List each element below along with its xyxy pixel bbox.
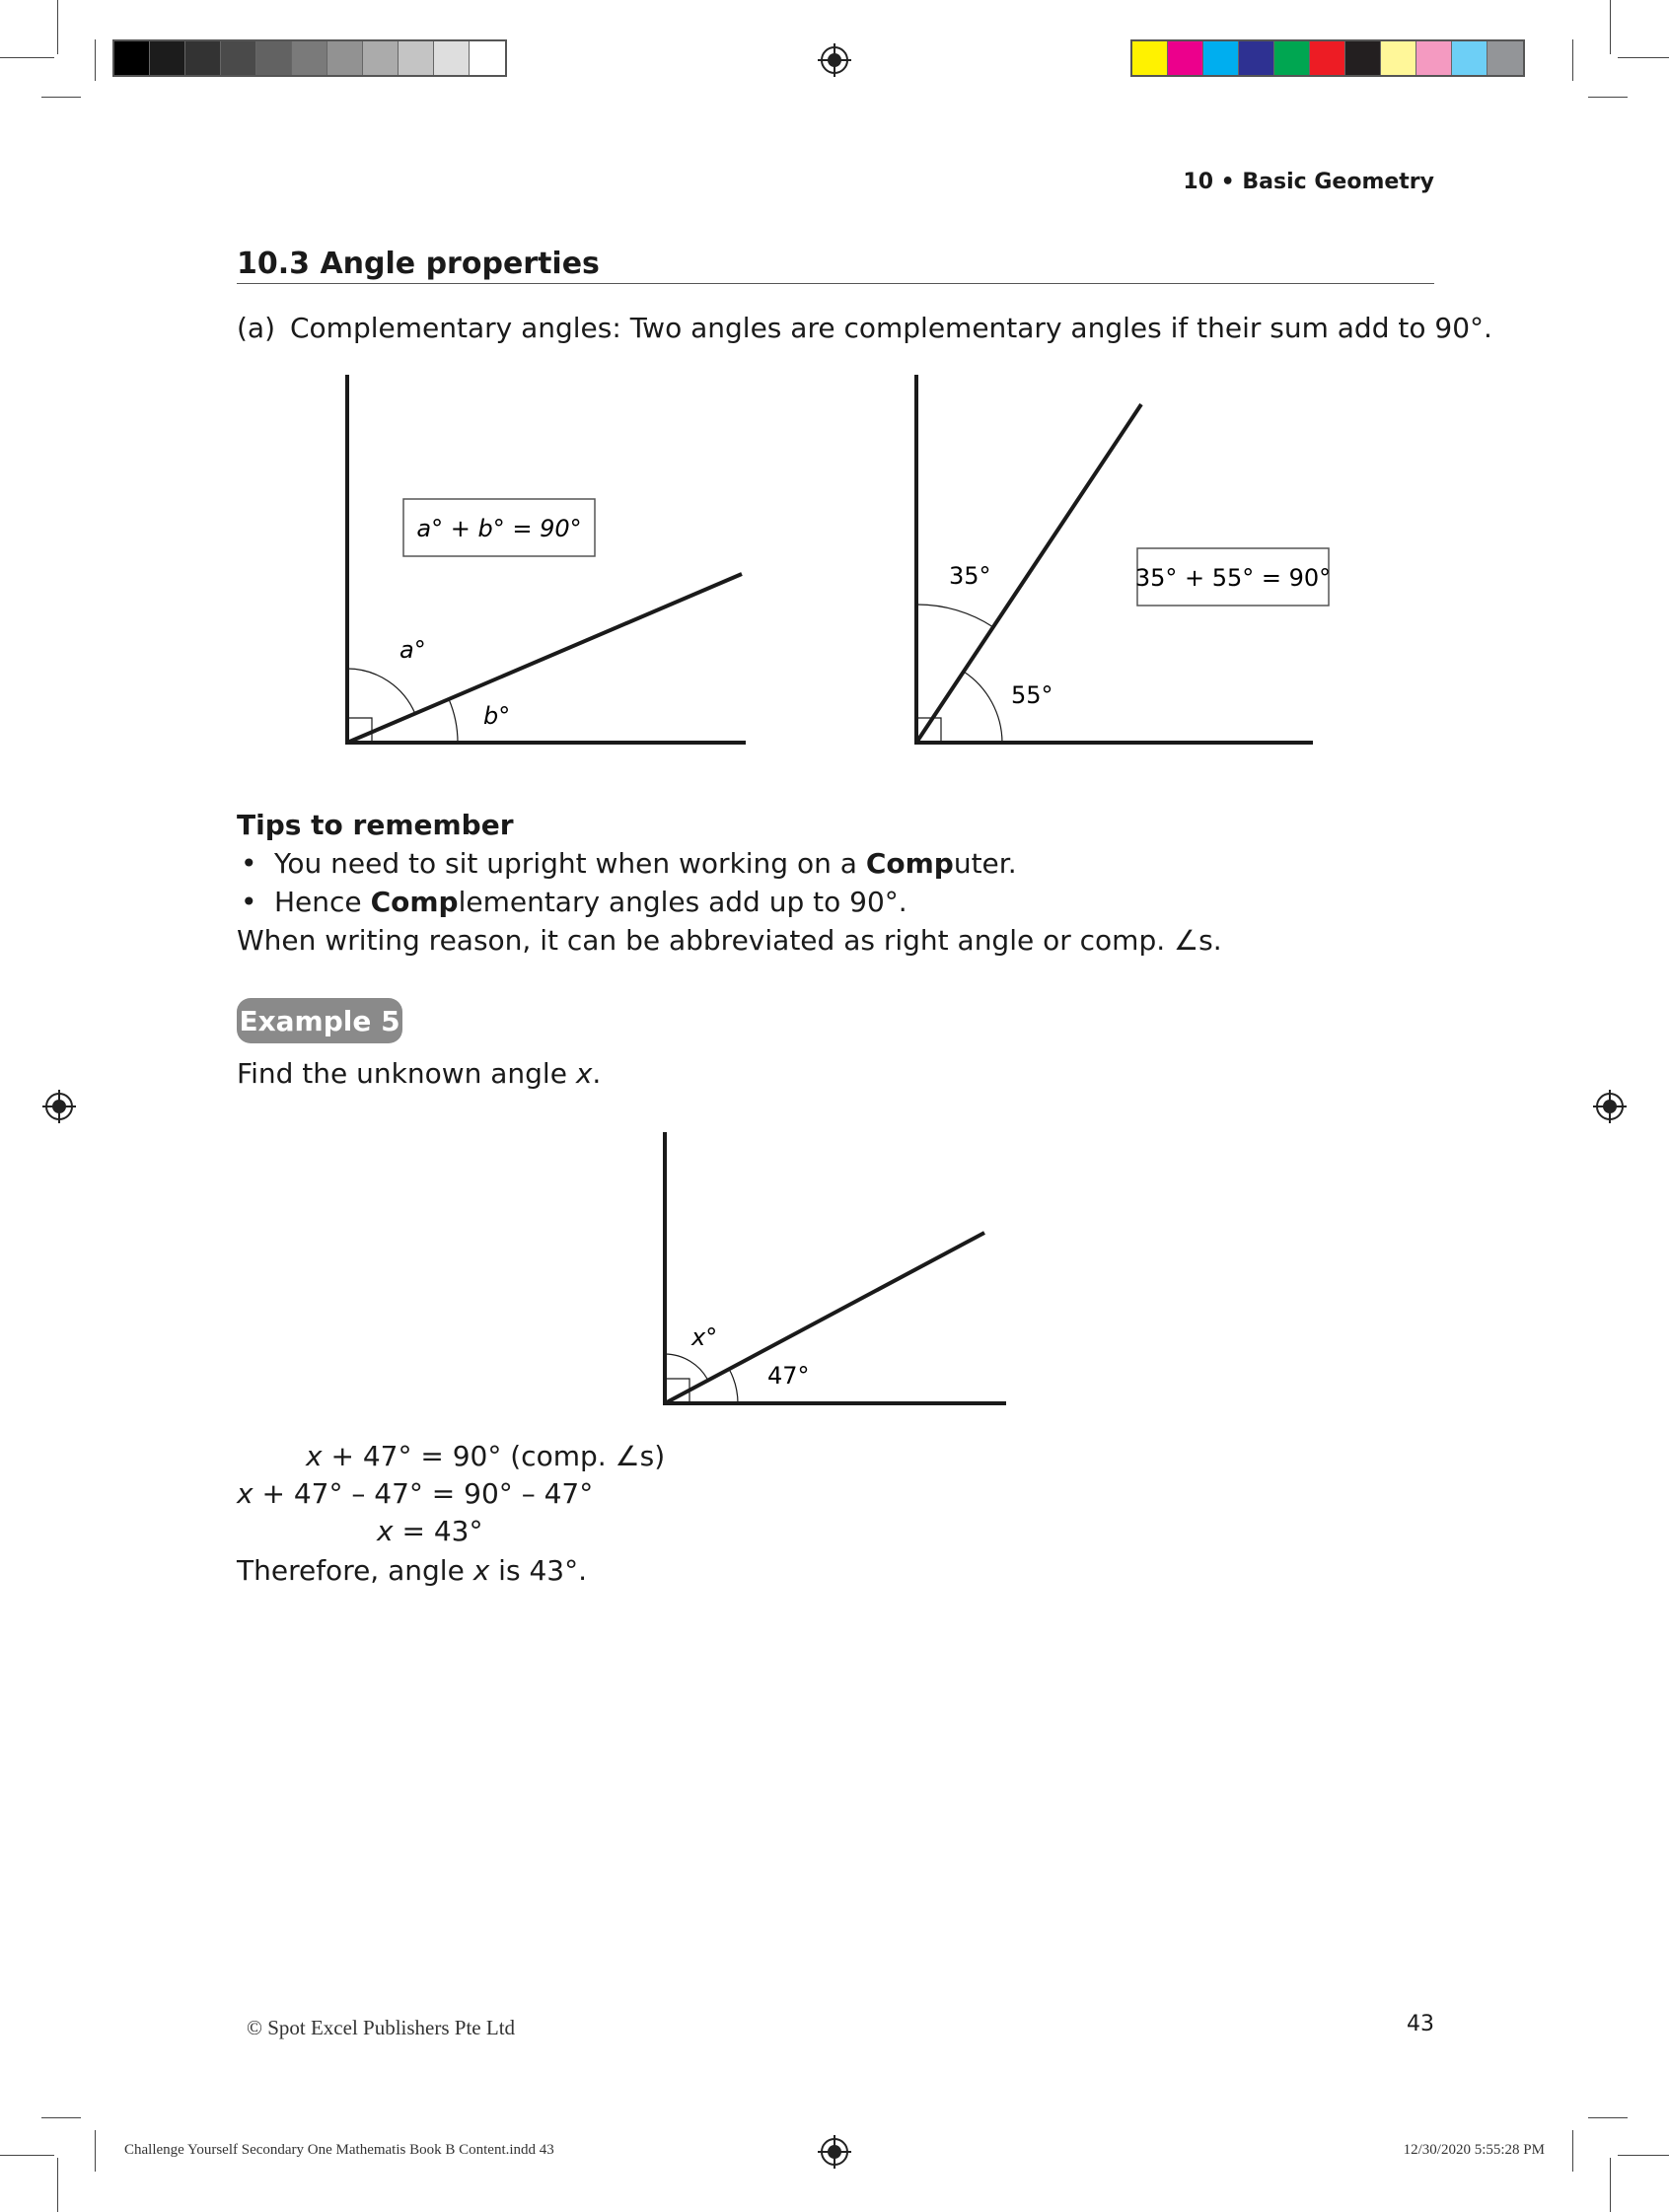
question-variable: x <box>575 1057 593 1090</box>
arc-47 <box>729 1369 738 1403</box>
section-rule <box>237 283 1434 284</box>
color-swatch <box>1274 41 1310 75</box>
color-swatch <box>1452 41 1488 75</box>
crop-mark <box>95 2130 96 2172</box>
registration-mark-icon <box>817 42 852 78</box>
copyright-notice: © Spot Excel Publishers Pte Ltd <box>247 2016 516 2039</box>
solution-text: + 47° = 90° (comp. ∠s) <box>322 1440 666 1472</box>
example-badge: Example 5 <box>237 998 402 1043</box>
conclusion-text: Therefore, angle <box>237 1554 473 1587</box>
item-a-text: Complementary angles: Two angles are complementary angles if their sum add to 90°. <box>290 312 1492 344</box>
crop-mark <box>1588 97 1628 98</box>
question-text-end: . <box>592 1057 602 1090</box>
tip-line-2 <box>274 886 907 918</box>
color-swatch <box>327 41 363 75</box>
dividing-ray <box>665 1233 984 1403</box>
crop-mark <box>1610 0 1611 54</box>
solution-variable: x <box>306 1440 323 1472</box>
color-swatch <box>434 41 470 75</box>
color-swatch <box>1345 41 1381 75</box>
running-head: 10 • Basic Geometry <box>1183 170 1434 194</box>
figure-complementary-angles-35-55 <box>893 365 1337 759</box>
figure-find-angle-x <box>641 1124 1016 1420</box>
conclusion-text-end: is 43°. <box>489 1554 587 1587</box>
crop-mark <box>57 2158 58 2212</box>
crop-mark <box>1618 2155 1669 2156</box>
crop-mark <box>95 39 96 81</box>
solution-text: = 43° <box>393 1515 483 1547</box>
crop-mark <box>0 57 54 58</box>
crop-mark <box>1588 2117 1628 2118</box>
arc-a <box>347 669 415 714</box>
crop-mark <box>1618 57 1669 58</box>
arc-35 <box>916 605 993 627</box>
color-swatch <box>1239 41 1274 75</box>
bullet-icon: • <box>241 847 257 880</box>
angle-label-55: 55° <box>1011 681 1053 709</box>
solution-conclusion <box>237 1554 587 1587</box>
crop-mark <box>1610 2158 1611 2212</box>
slug-date: 12/30/2020 5:55:28 PM <box>1403 2142 1545 2158</box>
solution-line-1 <box>306 1440 665 1472</box>
grayscale-calibration-bar <box>112 39 507 77</box>
color-swatch <box>1168 41 1203 75</box>
color-swatch <box>1203 41 1239 75</box>
color-swatch <box>1132 41 1168 75</box>
angle-label-b: b° <box>483 702 511 730</box>
color-swatch <box>221 41 256 75</box>
tip-1-bold: Comp <box>865 847 954 880</box>
registration-mark-icon <box>41 1089 77 1124</box>
color-swatch <box>1310 41 1345 75</box>
arc-55 <box>964 672 1002 743</box>
slug-file-info: Challenge Yourself Secondary One Mathematis Book B Content.indd 43 <box>124 2142 554 2158</box>
solution-text: + 47° – 47° = 90° – 47° <box>253 1477 594 1510</box>
tip-2-bold: Comp <box>370 886 459 918</box>
color-swatch <box>114 41 150 75</box>
tip-line-1 <box>274 847 1017 880</box>
arc-b <box>449 699 458 743</box>
tips-heading: Tips to remember <box>237 809 514 841</box>
crop-mark <box>0 2155 54 2156</box>
registration-mark-icon <box>817 2134 852 2170</box>
example-question <box>237 1057 601 1090</box>
color-swatch <box>292 41 327 75</box>
crop-mark <box>57 0 58 54</box>
color-calibration-bar <box>1130 39 1525 77</box>
question-text: Find the unknown angle <box>237 1057 576 1090</box>
item-a-label: (a) <box>237 312 276 344</box>
crop-mark <box>1572 2130 1573 2172</box>
tip-2-text: Hence <box>274 886 371 918</box>
color-swatch <box>185 41 221 75</box>
registration-mark-icon <box>1592 1089 1628 1124</box>
formula-text: a° + b° = 90° <box>416 515 582 542</box>
section-title: 10.3 Angle properties <box>237 247 600 281</box>
color-swatch <box>1416 41 1452 75</box>
formula-text: 35° + 55° = 90° <box>1134 564 1332 592</box>
tip-reason: When writing reason, it can be abbreviated as right angle or comp. ∠s. <box>237 924 1222 957</box>
crop-mark <box>41 2117 81 2118</box>
solution-variable: x <box>237 1477 254 1510</box>
tip-2-text-end: lementary angles add up to 90°. <box>458 886 907 918</box>
angle-label-35: 35° <box>949 562 991 590</box>
color-swatch <box>363 41 399 75</box>
page-number: 43 <box>1407 2012 1434 2036</box>
color-swatch <box>256 41 292 75</box>
color-swatch <box>1381 41 1416 75</box>
tip-1-text: You need to sit upright when working on a <box>274 847 866 880</box>
crop-mark <box>41 97 81 98</box>
angle-label-x: x° <box>691 1323 718 1351</box>
figure-complementary-angles-ab <box>326 365 760 759</box>
angle-label-a: a° <box>399 636 426 664</box>
angle-label-47: 47° <box>767 1362 810 1390</box>
solution-line-2 <box>237 1477 593 1510</box>
color-swatch <box>150 41 185 75</box>
tip-1-text-end: uter. <box>953 847 1017 880</box>
color-swatch <box>399 41 434 75</box>
solution-line-3 <box>377 1515 482 1547</box>
bullet-icon: • <box>241 886 257 918</box>
color-swatch <box>1488 41 1523 75</box>
conclusion-variable: x <box>472 1554 490 1587</box>
solution-variable: x <box>377 1515 394 1547</box>
arc-x <box>665 1354 708 1381</box>
color-swatch <box>470 41 505 75</box>
crop-mark <box>1572 39 1573 81</box>
